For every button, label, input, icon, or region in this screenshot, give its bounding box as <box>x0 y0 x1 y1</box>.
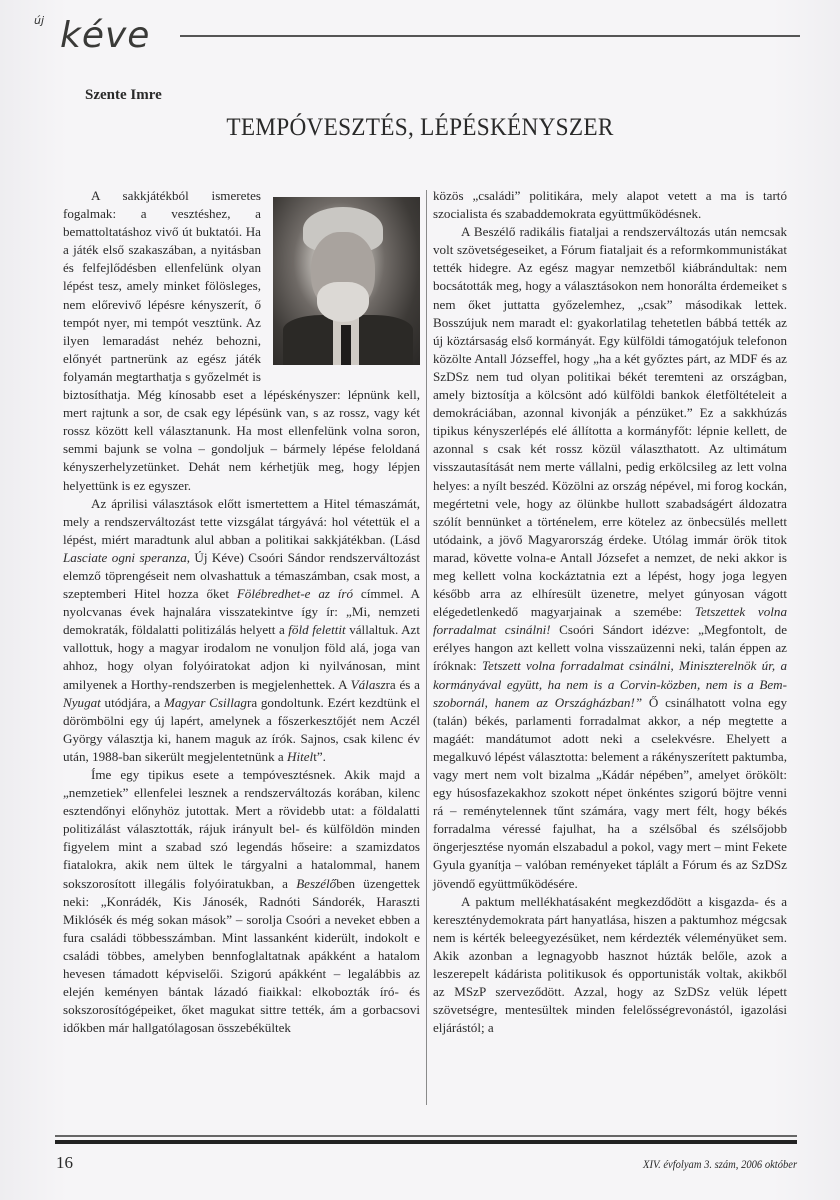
paragraph: Az áprilisi választások előtt ismertettem a Hitel témaszámát, mely a rendszerváltozást tette vizsgálat tárgyává: hol vétettük el a lépést, miért maradtunk alul abban a politikai sakkjátékban. (Lásd Lasciate ogni speranza, Új Kéve) Csoóri Sándor rendszerváltozást elemző töprengéseit nem olvashattuk a témaszámban, csak most, a szeptemberi Hitel hozza őket Fölébredhet-e az író címmel. A nyolcvanas évek hajnalára visszatekintve így ír: „Mi, nemzeti demokraták, földalatti politizálás helyett a föld felettit vállaltuk. Azt vallottuk, hogy a magyar irodalom ne vonuljon föld alá, joga van ahhoz, hogy olyan folyóiratokat adjon ki nyilvánosan, mint amilyenek a Horthy-rendszerben is megjelenhettek. A Válaszra és a Nyugat utódjára, a Magyar Csillagra gondoltunk. Ezért kezdtünk el dörömbölni egy új lapért, amelynek a főszerkesztőjét nem Aczél György választja ki, hanem maguk az írók. Sajnos, csak kilenc év után, 1988-ban sikerült megjelentetnünk a Hitelt”. <box>63 495 421 764</box>
paragraph: közös „családi” politikára, mely alapot vetett a ma is tartó szocialista és szabaddemokrata együttműködésnek. <box>433 188 787 222</box>
footer-rule-thin <box>55 1135 797 1137</box>
photo-beard <box>317 282 369 322</box>
photo-tie <box>341 325 351 365</box>
left-column <box>63 187 420 1037</box>
column-divider <box>426 190 427 1105</box>
issue-info: XIV. évfolyam 3. szám, 2006 október <box>642 1157 797 1171</box>
paragraph: A Beszélő radikális fiataljai a rendszerváltozás után nemcsak volt szövetségeseiket, a Fórum fiataljait és a reformkommunistákat tették hidegre. Az egész magyar nemzetből kiábrándultak: nem bocsátották meg, hogy a választásokon nem honorálta érdemeiket s nem őket juttatta győzelemhez, „csak” másodikak lettek. Bosszújuk nem maradt el: gyakorlatilag tehetetlen bábbá tették az új köztársaság első kormányát. Egy külföldi támogatójuk telefonon közölte Antall Józseffel, hogy „ha a két győztes párt, az MDF és az SzDSz nem tud olyan politikai békét teremteni az országban, amely biztosítja a kölcsönt adó külföldi bankok életföltételeit a demokráciában, azonnal kivonják a pénzüket.” Ez a sakkhúzás tipikus kényszerlépés elé állította a kormányfőt: lépnie kellett, de azonnal s csak két rossz közül választhatott. Az ultimátum visszautasítását nem merte vállalni, pedig erkölcsileg az lett volna helyes: a nyílt beszéd. Közölni az ország népével, mi forog kockán, megértetni vele, hogy az ölünkbe hullott szabadságért áldozatra szólít bennünket a történelem, erre kötelez az önbecsülés mellett utódaink, a jövő Magyarország érdeke. Utólag immár örök titok marad, követte volna-e Antall Józsefet a nemzet, de neki akkor is meg kellett volna kockáztatnia ezt a lépést, hogy joga legyen később arra az elhíresült üzenetre, melyet gúnyosan vágott elégedetlenkedő magyarjainak a szemébe: Tetszettek volna forradalmat csinálni! Csoóri Sándort idézve: „Megfontolt, de erélyes hangon azt kellett volna visszaüzenni neki, talán éppen az íróknak: Tetszett volna forradalmat csinálni, Miniszterelnök úr, a kormányával együtt, ha nem is a Corvin-közben, nem is a Bem-szobornál, hanem az Országházban!” Ő csinálhatott volna egy (talán) békés, parlamenti forradalmat akkor, a nép megtette a magáét: mandátumot adott neki a cselekvésre. Ehelyett a megalkuvó lépést választotta: belement a rákényszerített paktumba, vagy mert nem volt bizalma „Kádár népében”, amelyet örökölt: egy húsosfazekakhoz szokott népet önkéntes szigorú böjtre venni rá – reménytelennek tűnt számára, vagy mert félt, hogy békés forradalma véressé fajulhat, ha a szélsőbal és szélsőjobb öngerjesztése nyomán elszabadul a pokol, vagy mert – mint Fekete Gyula gyanítja – valóban reményeket táplált a Fórum és az SzDSz jövendő együttműködésére. <box>433 224 788 891</box>
paragraph: A paktum mellékhatásaként megkezdődött a kisgazda- és a kereszténydemokrata párt hanyatlása, hiszen a paktumhoz mégcsak nem is kérték beleegyezésüket, nem kérdezték véleményüket sem. Akik azonban a legnagyobb hasznot húzták belőle, azok a leszerepelt kádárista politikusok és opportunisták voltak, akikből az MSzP szerveződött. Azzal, hogy az SzDSz velük lépett szövetségre, mentesültek minden felelősségrevonástól, igazolási eljárástól; a <box>433 893 787 1036</box>
paragraph: A sakkjátékból ismeretes fogalmak: a vesztéshez, a bemattoltatáshoz vivő út buktatói. Ha a játék első szakaszában, a nyitásban és felfejlődésben ellenfelünk olyan lépést tesz, amely minket fölösleges, nem előrevivő lépésre kényszerít, ő tempót nyer, mi tempót vesztünk. Az ilyen lemaradást nehéz behozni, előnyét partnerünk az egész játék folyamán megtarthatja s győzelmét is biztosíthatja. Még kínosabb eset a lépéskényszer: lépnünk kell, mert rajtunk a sor, de csak egy lépésünk van, s az rossz, vagy két rossz között kell választanunk. Ha most ellenfelünk volna soron, semmi bajunk se volna – gondoljuk – bármely lépése feloldaná kényszerhelyzetünket. Dehát nem kérhetjük meg, hogy lépjen helyettünk is ez egyszer. <box>63 188 420 493</box>
author-photo <box>273 197 420 365</box>
header-rule <box>180 35 800 37</box>
logo-title: kéve <box>60 15 151 56</box>
page-number: 16 <box>56 1153 73 1172</box>
paragraph: Íme egy tipikus esete a tempóvesztésnek. Akik majd a „nemzetiek” ellenfelei lesznek a rendszerváltozás korában, kilenc esztendőnyi előnyhöz jutottak. Mert a rövidebb utat: a földalatti politizálást választották, rájuk irányult bel- és külföldön minden figyelem mint a szabad szó legendás hőseire: a szamizdatos fiatalokra, akik nem ültek le tárgyalni a hatalommal, hanem sokszorosított illegális folyóiratukban, a Beszélőben üzengettek neki: „Konrádék, Kis Jánosék, Radnóti Sándorék, Haraszti Miklósék és még sokan mások” – sorolja Csoóri a neveket ebben a fura családi többesszámban. Mint lassanként kiderült, indokolt e családi többes, amelyben bennfoglaltatnak apákként a hatalom hevesen támadott képviselői. Szigorú apákként – legalábbis az elején keményen bántak lázadó fiaikkal: elkobozták író- és sokszorosítógépeiket, őket magukat sittre tették, ám a gorbacsovi időkben már hallgatólagosan összebékültek <box>63 767 421 1036</box>
footer-rule-thick <box>55 1140 797 1144</box>
logo-prefix: új <box>34 14 45 27</box>
article-author: Szente Imre <box>85 87 162 103</box>
right-column <box>433 187 787 1037</box>
article-title: TEMPÓVESZTÉS, LÉPÉSKÉNYSZER <box>226 114 614 141</box>
